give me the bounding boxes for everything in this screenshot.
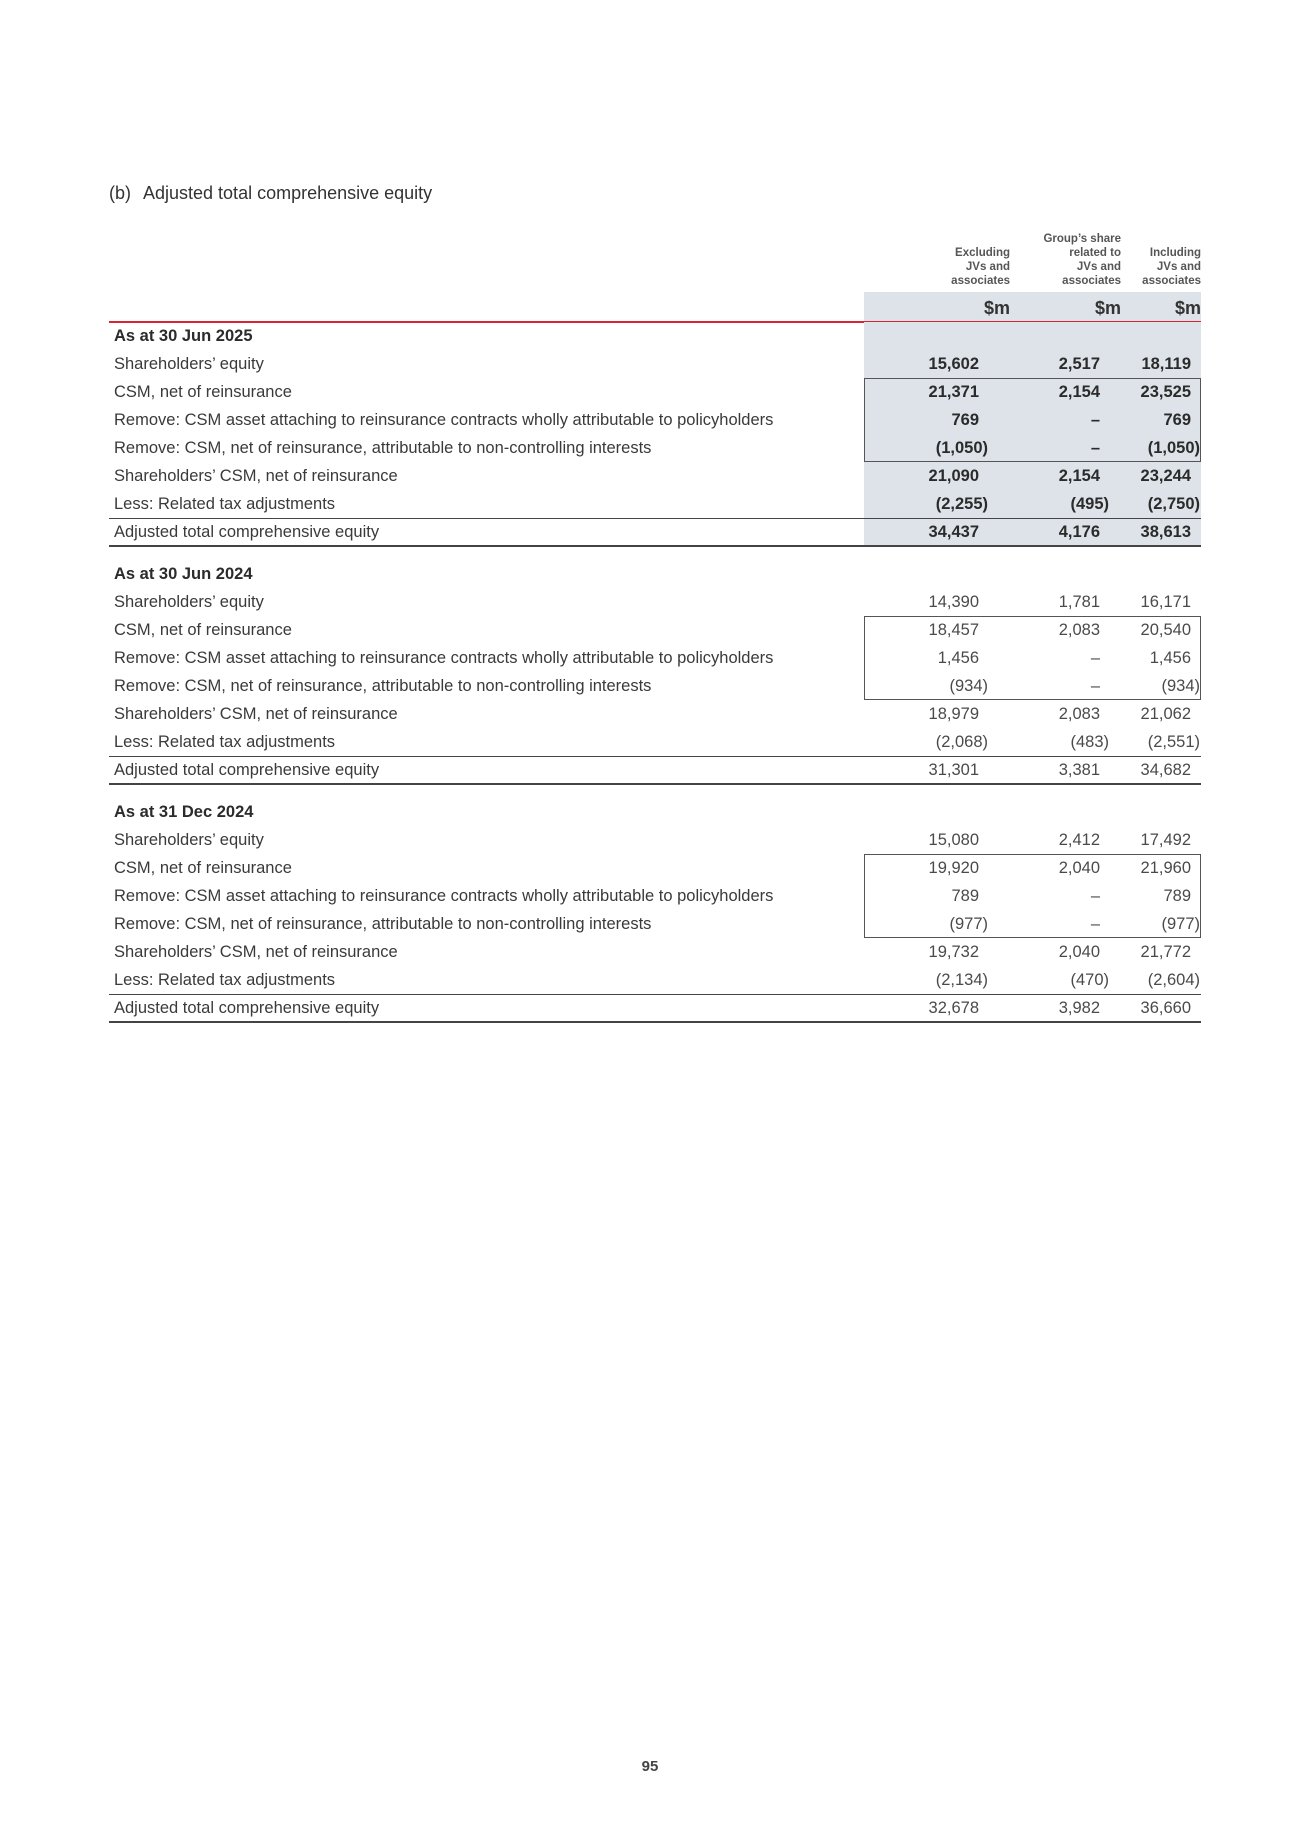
cell-including: (2,551): [1147, 733, 1200, 751]
cell-including: 36,660: [1140, 999, 1191, 1017]
cell-excluding: 15,080: [928, 831, 979, 849]
column-caption-line: JVs and: [965, 261, 1010, 273]
table-row: [109, 322, 1201, 350]
page-number: 95: [641, 1758, 659, 1775]
table-row: [109, 798, 1201, 826]
table-row: [109, 854, 1201, 882]
table-row: [109, 882, 1201, 910]
cell-including: (1,050): [1147, 439, 1200, 457]
cell-excluding: (2,134): [935, 971, 988, 989]
cell-excluding: 19,920: [928, 859, 979, 877]
table-row: [109, 672, 1201, 700]
cell-excluding: 21,371: [928, 383, 979, 401]
table-block-jun-2024: [109, 560, 1201, 784]
table-row: [109, 378, 1201, 406]
row-label: Remove: CSM, net of reinsurance, attributable to non-controlling interests: [114, 677, 652, 695]
cell-excluding: 769: [951, 411, 979, 429]
table-row: [109, 588, 1201, 616]
column-caption-line: associates: [1062, 275, 1121, 287]
cell-excluding: 31,301: [928, 761, 979, 779]
cell-including: 23,525: [1140, 383, 1191, 401]
cell-including: (977): [1161, 915, 1200, 933]
cell-excluding: 21,090: [928, 467, 979, 485]
cell-group-share: 2,154: [1058, 467, 1100, 485]
cell-including: 769: [1163, 411, 1191, 429]
cell-including: 21,772: [1140, 943, 1191, 961]
cell-group-share: 3,381: [1058, 761, 1100, 779]
cell-excluding: 19,732: [928, 943, 979, 961]
cell-group-share: 2,040: [1058, 859, 1100, 877]
table-row: [109, 756, 1201, 784]
cell-excluding: (934): [949, 677, 988, 695]
cell-group-share: 2,412: [1058, 831, 1100, 849]
column-header-group-share: [1009, 232, 1121, 318]
table-row: [109, 462, 1201, 490]
column-caption-line: associates: [951, 275, 1010, 287]
table-header: [109, 230, 1201, 322]
block-heading: As at 31 Dec 2024: [114, 803, 254, 821]
row-label: Remove: CSM, net of reinsurance, attributable to non-controlling interests: [114, 439, 652, 457]
row-label: CSM, net of reinsurance: [114, 383, 292, 401]
cell-including: (2,604): [1147, 971, 1200, 989]
cell-group-share: (483): [1070, 733, 1109, 751]
block-heading: As at 30 Jun 2025: [114, 327, 253, 345]
cell-excluding: (2,068): [935, 733, 988, 751]
table-row: [109, 938, 1201, 966]
column-caption-line: JVs and: [1076, 261, 1121, 273]
cell-including: 1,456: [1149, 649, 1191, 667]
cell-group-share: –: [1090, 439, 1100, 457]
cell-including: 789: [1163, 887, 1191, 905]
table-row: [109, 518, 1201, 546]
cell-excluding: (1,050): [935, 439, 988, 457]
cell-including: 16,171: [1140, 593, 1191, 611]
row-label: Adjusted total comprehensive equity: [114, 761, 380, 779]
table-row: [109, 560, 1201, 588]
cell-group-share: 3,982: [1058, 999, 1100, 1017]
block-heading: As at 30 Jun 2024: [114, 565, 253, 583]
column-unit: $m: [1094, 298, 1121, 318]
section-heading: Adjusted total comprehensive equity: [143, 183, 433, 203]
cell-including: 17,492: [1140, 831, 1191, 849]
column-caption-line: Excluding: [955, 247, 1010, 259]
cell-excluding: 14,390: [928, 593, 979, 611]
column-unit: $m: [1174, 298, 1201, 318]
cell-including: 20,540: [1140, 621, 1191, 639]
cell-group-share: (495): [1070, 495, 1109, 513]
row-label: Less: Related tax adjustments: [114, 733, 336, 751]
row-label: Remove: CSM, net of reinsurance, attributable to non-controlling interests: [114, 915, 652, 933]
table-row: [109, 616, 1201, 644]
cell-excluding: 18,979: [928, 705, 979, 723]
cell-group-share: 2,083: [1058, 705, 1100, 723]
row-label: CSM, net of reinsurance: [114, 621, 292, 639]
row-label: Less: Related tax adjustments: [114, 495, 336, 513]
cell-group-share: –: [1090, 411, 1100, 429]
cell-group-share: –: [1090, 677, 1100, 695]
row-label: Shareholders’ equity: [114, 593, 264, 611]
cell-group-share: –: [1090, 887, 1100, 905]
table-row: [109, 406, 1201, 434]
column-header-excluding: [895, 246, 1010, 318]
table-row: [109, 350, 1201, 378]
cell-group-share: 2,154: [1058, 383, 1100, 401]
cell-including: 34,682: [1140, 761, 1191, 779]
cell-group-share: 4,176: [1058, 523, 1100, 541]
cell-excluding: 18,457: [928, 621, 979, 639]
column-caption-line: associates: [1142, 275, 1201, 287]
table-block-2025: [109, 322, 1201, 546]
table-row: [109, 490, 1201, 518]
cell-group-share: 1,781: [1058, 593, 1100, 611]
row-label: Shareholders’ equity: [114, 831, 264, 849]
cell-group-share: –: [1090, 915, 1100, 933]
cell-excluding: (2,255): [935, 495, 988, 513]
column-caption-line: Group’s share: [1043, 233, 1121, 245]
cell-including: (934): [1161, 677, 1200, 695]
section-title: [109, 183, 432, 204]
table-row: [109, 994, 1201, 1022]
cell-including: 21,960: [1140, 859, 1191, 877]
table-row: [109, 434, 1201, 462]
cell-including: 21,062: [1140, 705, 1191, 723]
cell-excluding: 32,678: [928, 999, 979, 1017]
table-block-dec-2024: [109, 798, 1201, 1022]
cell-group-share: –: [1090, 649, 1100, 667]
row-label: Shareholders’ CSM, net of reinsurance: [114, 705, 398, 723]
column-header-including: [1121, 246, 1201, 318]
cell-excluding: 789: [951, 887, 979, 905]
cell-excluding: 1,456: [937, 649, 979, 667]
cell-including: 38,613: [1140, 523, 1191, 541]
cell-group-share: 2,040: [1058, 943, 1100, 961]
cell-group-share: (470): [1070, 971, 1109, 989]
cell-group-share: 2,517: [1058, 355, 1100, 373]
row-label: Shareholders’ equity: [114, 355, 264, 373]
column-caption-line: related to: [1069, 247, 1121, 259]
column-caption-line: Including: [1149, 247, 1201, 259]
cell-including: 23,244: [1140, 467, 1191, 485]
column-caption-line: JVs and: [1156, 261, 1201, 273]
section-number: (b): [109, 183, 131, 203]
row-label: Remove: CSM asset attaching to reinsurance contracts wholly attributable to policyholders: [114, 411, 774, 429]
table-row: [109, 728, 1201, 756]
cell-excluding: (977): [949, 915, 988, 933]
row-label: Adjusted total comprehensive equity: [114, 999, 380, 1017]
row-label: Less: Related tax adjustments: [114, 971, 336, 989]
table-row: [109, 826, 1201, 854]
table-row: [109, 644, 1201, 672]
table-row: [109, 700, 1201, 728]
cell-including: (2,750): [1147, 495, 1200, 513]
row-label: Shareholders’ CSM, net of reinsurance: [114, 467, 398, 485]
cell-excluding: 34,437: [928, 523, 979, 541]
row-label: Remove: CSM asset attaching to reinsurance contracts wholly attributable to policyholders: [114, 649, 774, 667]
equity-table: [109, 230, 1201, 1022]
cell-including: 18,119: [1141, 355, 1191, 373]
row-label: Shareholders’ CSM, net of reinsurance: [114, 943, 398, 961]
table-row: [109, 966, 1201, 994]
cell-group-share: 2,083: [1058, 621, 1100, 639]
column-unit: $m: [983, 298, 1010, 318]
table-row: [109, 910, 1201, 938]
cell-excluding: 15,602: [928, 355, 979, 373]
row-label: Adjusted total comprehensive equity: [114, 523, 380, 541]
row-label: CSM, net of reinsurance: [114, 859, 292, 877]
row-label: Remove: CSM asset attaching to reinsurance contracts wholly attributable to policyholders: [114, 887, 774, 905]
